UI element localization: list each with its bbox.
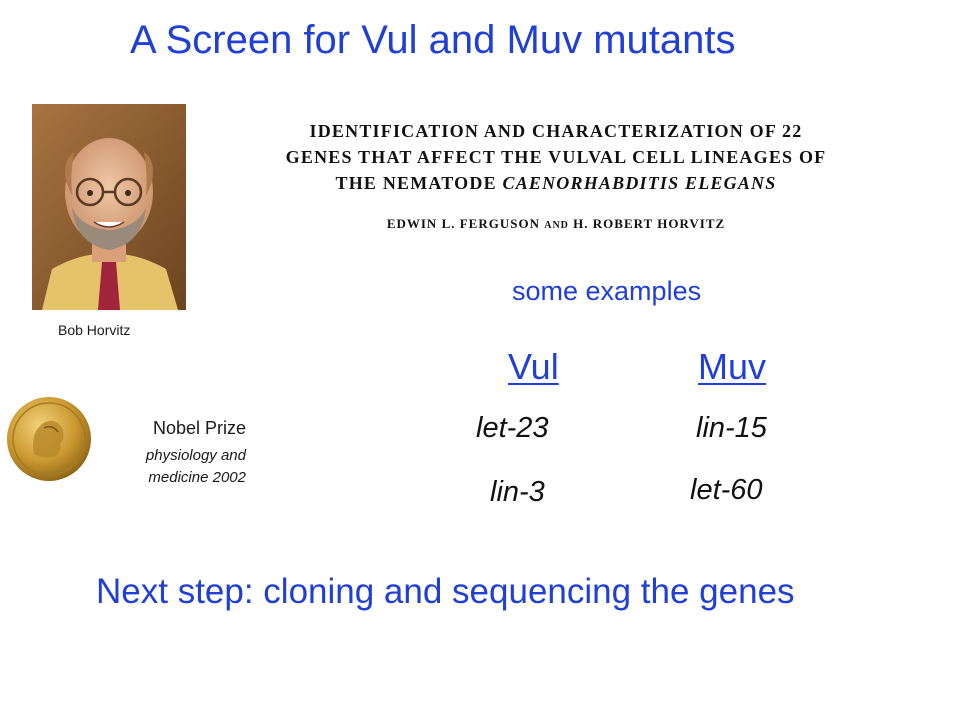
vul-header[interactable]: Vul: [508, 346, 559, 387]
paper-title-line-2: GENES THAT AFFECT THE VULVAL CELL LINEAGES OF: [285, 147, 827, 167]
paper-title-line-3-prefix: THE NEMATODE: [335, 173, 503, 193]
nobel-line-2b: medicine 2002: [148, 469, 246, 486]
paper-title: [196, 118, 916, 196]
species-name: CAENORHABDITIS ELEGANS: [502, 173, 777, 193]
authors-and: AND: [544, 220, 569, 231]
portrait-photo: [32, 104, 186, 310]
paper-header: [196, 118, 916, 232]
nobel-line-1: Nobel Prize: [152, 418, 246, 438]
vul-gene: lin-3: [490, 476, 545, 508]
muv-gene: let-60: [690, 474, 763, 506]
examples-label: some examples: [512, 276, 702, 306]
author-1: EDWIN L. FERGUSON: [386, 216, 540, 231]
muv-gene: lin-15: [696, 412, 767, 444]
paper-authors: [196, 216, 916, 232]
author-2: H. ROBERT HORVITZ: [573, 216, 726, 231]
nobel-medal-image: [4, 394, 94, 484]
muv-header[interactable]: Muv: [698, 346, 767, 387]
slide-title: A Screen for Vul and Muv mutants: [130, 18, 736, 62]
paper-title-line-3: [196, 170, 916, 196]
nobel-line-2: [96, 445, 246, 489]
vul-gene: let-23: [476, 412, 549, 444]
nobel-line-2a: physiology and: [145, 447, 246, 464]
nobel-caption: [96, 418, 246, 489]
paper-title-line-1: IDENTIFICATION AND CHARACTERIZATION OF 22: [309, 121, 803, 141]
photo-caption: Bob Horvitz: [58, 322, 131, 338]
next-step-text: Next step: cloning and sequencing the genes: [96, 572, 795, 611]
